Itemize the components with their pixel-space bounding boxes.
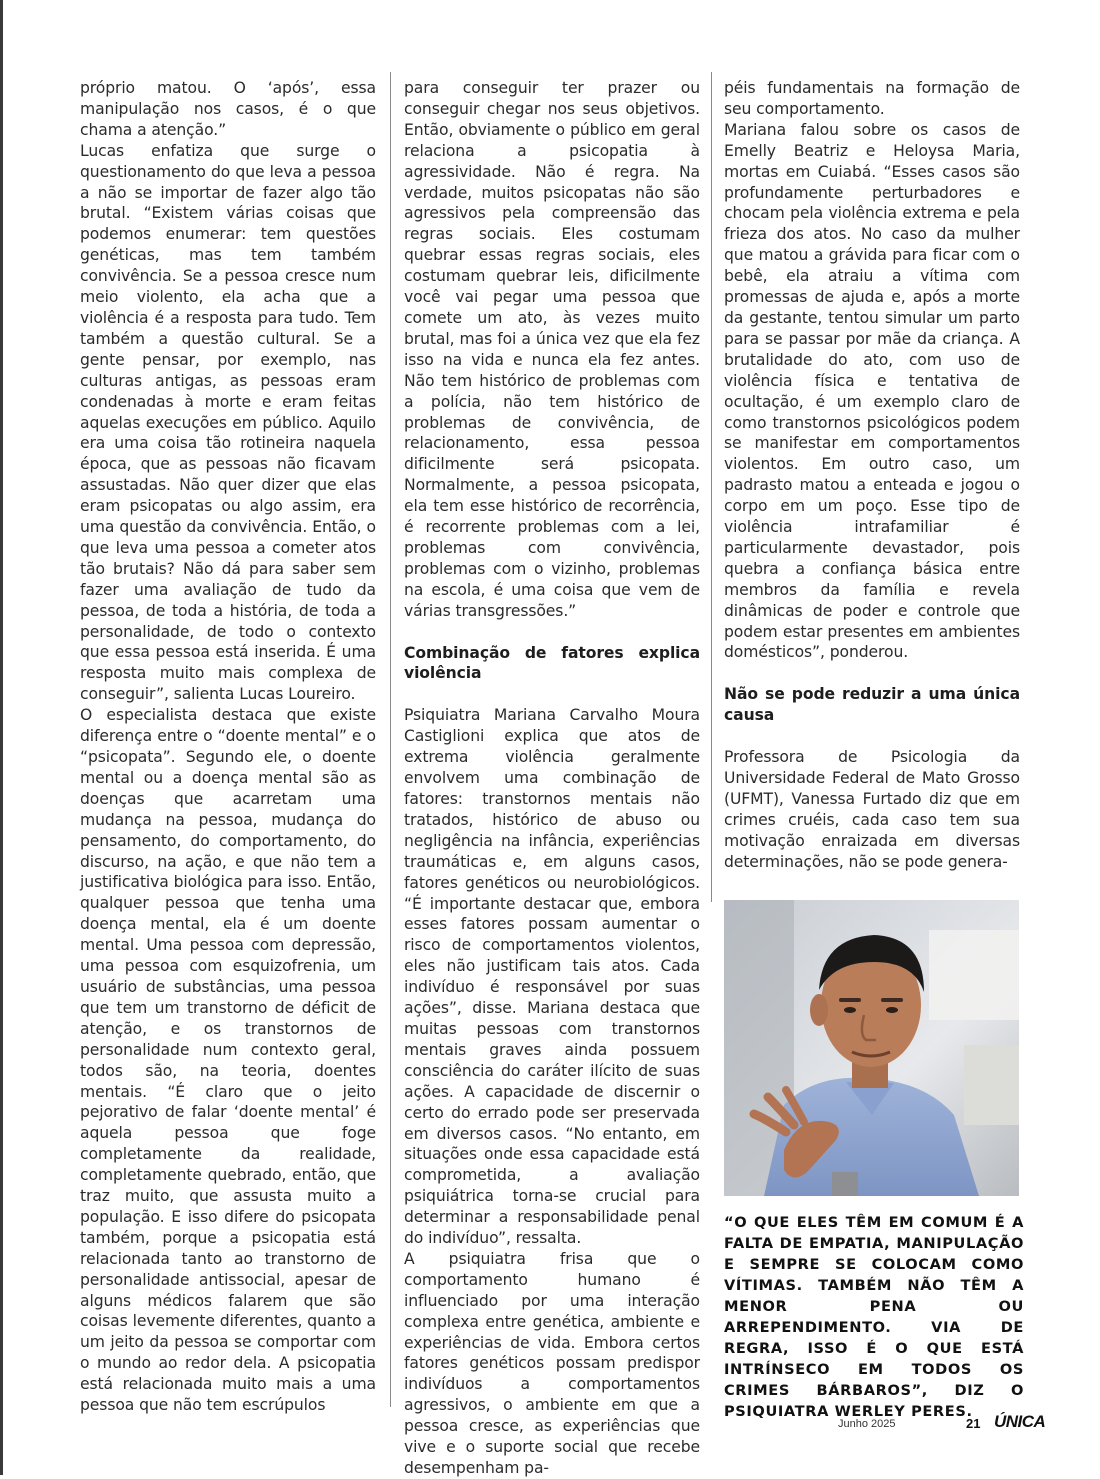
spacer (404, 684, 700, 705)
spacer (404, 622, 700, 643)
paragraph: para conseguir ter prazer ou conseguir chegar nos seus objetivos. Então, obviamente o público em geral relaciona a psicopatia à agressividade. Não é regra. Na verdade, muitos psicopatas não são agressivos pela compreensão das regras sociais. Eles costumam quebrar essas regras sociais, eles costumam quebrar leis, dificilmente você vai pegar uma pessoa que comete um ato, às vezes muito brutal, mas foi a única vez que ela fez isso na vida e nunca ela fez antes. Não tem histórico de problemas com a polícia, não tem histórico de problemas de convivência, de relacionamento, essa pessoa dificilmente será psicopata. Normalmente, a pessoa psicopata, ela tem esse histórico de recorrência, é recorrente problemas com a lei, problemas com convivência, problemas com o vizinho, problemas na escola, é uma coisa que vem de várias transgressões.” (404, 79, 700, 620)
portrait-photo (724, 900, 1019, 1196)
column-divider (711, 72, 712, 902)
column-divider (390, 72, 391, 1407)
section-heading: Combinação de fatores explica violência (404, 643, 700, 683)
paragraph: Psiquiatra Mariana Carvalho Moura Castiglioni explica que atos de extrema violência geralmente envolvem uma combinação de fatores: transtornos mentais não tratados, histórico de abuso ou negligência na infância, experiências traumáticas e, em alguns casos, fatores genéticos ou neurobiológicos. “É importante destacar que, embora esses fatores possam aumentar o risco de comportamentos violentos, eles não justificam tais atos. Cada indivíduo é responsável por suas ações”, disse. Mariana destaca que muitas pessoas com transtornos mentais graves ainda possuem consciência do caráter ilícito de suas ações. A capacidade de discernir o certo do errado pode ser preservada em diversos casos. “No entanto, em situações onde essa capacidade está comprometida, a avaliação psiquiátrica torna-se crucial para determinar a responsabilidade penal do indivíduo”, ressalta. (404, 706, 700, 1248)
magazine-logo: ÚNICA (994, 1412, 1046, 1431)
spacer (724, 663, 1020, 684)
paragraph: próprio matou. O ‘após’, essa manipulação nos casos, é o que chama a atenção.” (80, 79, 376, 139)
article-column-1 (80, 78, 376, 1416)
article-column-3 (724, 78, 1020, 873)
paragraph: A psiquiatra frisa que o comportamento humano é influenciado por uma interação complexa entre genética, ambiente e experiências de vida. Embora certos fatores genéticos possam predispor indivíduos a comportamentos agressivos, o ambiente em que a pessoa cresce, as experiências que vive e o suporte social que recebe desempenham pa- (404, 1249, 700, 1477)
paragraph: O especialista destaca que existe diferença entre o “doente mental” e o “psicopata”. Segundo ele, o doente mental ou a doença mental são as doenças que acarretam uma mudança na pessoa, mudança do pensamento, do comportamento, do discurso, na ação, e que não tem a justificativa biológica para isso. Então, qualquer pessoa que tenha uma doença mental, ela é um doente mental. Uma pessoa com depressão, uma pessoa com esquizofrenia, um usuário de substâncias, uma pessoa que tem um transtorno de déficit de atenção, e os transtornos de personalidade num contexto geral, todos são, na teoria, doentes mentais. “É claro que o jeito pejorativo de falar ‘doente mental’ é aquela pessoa que foge completamente da realidade, completamente quebrado, então, que traz muito, que assusta muito a população. E isso difere do psicopata também, porque a psicopatia está relacionada tanto ao transtorno de personalidade antissocial, apesar de alguns médicos falarem que são coisas levemente diferentes, quanto a um jeito da pessoa se comportar com o mundo ao redor dela. A psicopatia está relacionada muito mais a uma pessoa que não tem escrúpulos (80, 706, 376, 1415)
article-column-2 (404, 78, 700, 1479)
paragraph: Professora de Psicologia da Universidade Federal de Mato Grosso (UFMT), Vanessa Furtado diz que em crimes cruéis, cada caso tem sua motivação enraizada em diversas determinações, não se pode genera- (724, 748, 1020, 871)
issue-date: Junho 2025 (838, 1418, 896, 1430)
pull-quote: “O QUE ELES TÊM EM COMUM É A FALTA DE EMPATIA, MANIPULAÇÃO E SEMPRE SE COLOCAM COMO VÍTIMAS. TAMBÉM NÃO TÊM A MENOR PENA OU ARREPENDIMENTO. VIA DE REGRA, ISSO É O QUE ESTÁ INTRÍNSECO EM TODOS OS CRIMES BÁRBAROS”, DIZ O PSIQUIATRA WERLEY PERES. (724, 1214, 1024, 1420)
portrait-photo-illustration (724, 900, 1019, 1196)
paragraph: péis fundamentais na formação de seu comportamento. (724, 79, 1020, 118)
paragraph: Mariana falou sobre os casos de Emelly Beatriz e Heloysa Maria, mortas em Cuiabá. “Esses casos são profundamente perturbadores e chocam pela violência extrema e pela frieza dos atos. No caso da mulher que matou a grávida para ficar com o bebê, ela atraiu a vítima com promessas de ajuda e, após a morte da gestante, tentou simular um parto para se passar por mãe da criança. A brutalidade do ato, com uso de violência física e tentativa de ocultação, é um exemplo claro de como transtornos psicológicos podem se manifestar em comportamentos violentos. Em outro caso, um padrasto matou a enteada e jogou o corpo em um poço. Esse tipo de violência intrafamiliar é particularmente devastador, pois quebra a confiança básica entre membros da família e revela dinâmicas de poder e controle que podem estar presentes em ambientes domésticos”, ponderou. (724, 120, 1020, 662)
page-number: 21 (966, 1416, 981, 1431)
page-edge (0, 0, 3, 1475)
section-heading: Não se pode reduzir a uma única causa (724, 685, 1020, 725)
spacer (724, 726, 1020, 747)
paragraph: Lucas enfatiza que surge o questionamento do que leva a pessoa a não se importar de fazer algo tão brutal. “Existem várias coisas que podemos enumerar: tem questões genéticas, mas tem também convivência. Se a pessoa cresce num meio violento, ela acha que a violência é a resposta para tudo. Tem também a questão cultural. Se a gente pensar, por exemplo, nas culturas antigas, as pessoas eram condenadas à morte e eram feitas aquelas execuções em público. Aquilo era uma coisa tão rotineira naquela época, que as pessoas não ficavam assustadas. Não quer dizer que elas eram psicopatas ou algo assim, era uma questão da convivência. Então, o que leva uma pessoa a cometer atos tão brutais? Não dá para saber sem fazer uma avaliação de tudo da pessoa, de toda a história, de toda a personalidade, de todo o contexto que essa pessoa está inserida. É uma resposta muito mais complexa de conseguir”, salienta Lucas Loureiro. (80, 141, 376, 704)
